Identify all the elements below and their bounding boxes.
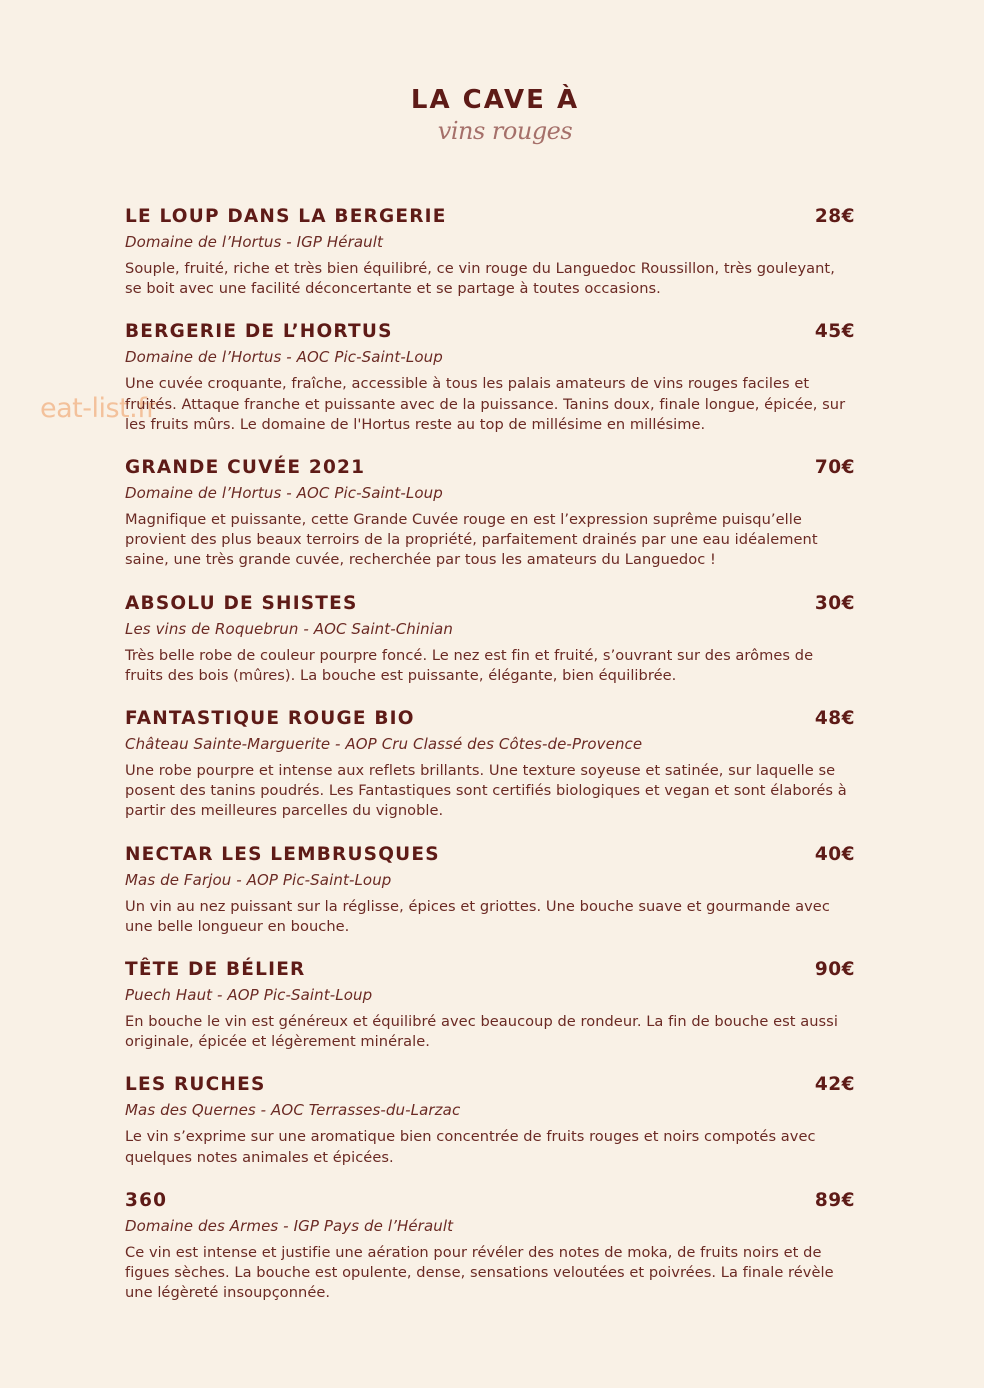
wine-item (125, 1074, 855, 1167)
wine-price: 90€ (814, 959, 855, 981)
wine-description: Une robe pourpre et intense aux reflets brillants. Une texture soyeuse et satinée, sur laquelle se posent des tanins poudrés. Les Fantastiques sont certifiés biologiques et vegan et sont élaborés à partir des meilleures parcelles du vignoble. (125, 762, 847, 820)
wine-origin: Château Sainte-Marguerite - AOP Cru Classé des Côtes-de-Provence (125, 735, 643, 754)
wine-item (125, 321, 855, 435)
wine-name: NECTAR LES LEMBRUSQUES (125, 843, 440, 865)
wine-name: LES RUCHES (125, 1074, 266, 1096)
wine-description: Un vin au nez puissant sur la réglisse, épices et griottes. Une bouche suave et gourmande avec une belle longueur en bouche. (125, 897, 830, 935)
wine-name: LE LOUP DANS LA BERGERIE (125, 206, 447, 227)
wine-origin: Domaine de l’Hortus - IGP Hérault (125, 233, 384, 251)
wine-price: 45€ (814, 321, 855, 343)
wine-name: FANTASTIQUE ROUGE BIO (125, 708, 415, 730)
watermark: eat-list.fr (40, 393, 157, 424)
wine-origin: Les vins de Roquebrun - AOC Saint-Chinian (125, 619, 453, 638)
wine-description: Très belle robe de couleur pourpre foncé. Le nez est fin et fruité, s’ouvrant sur des arômes de fruits des bois (mûres). La bouche est puissante, élégante, bien équilibrée. (125, 646, 814, 684)
wine-name: GRANDE CUVÉE 2021 (125, 457, 366, 479)
wine-origin: Domaine des Armes - IGP Pays de l’Hérault (125, 1216, 454, 1235)
wine-name: 360 (125, 1189, 168, 1211)
wine-item (125, 457, 855, 571)
wine-item (125, 1190, 855, 1304)
wine-origin: Mas de Farjou - AOP Pic-Saint-Loup (125, 870, 392, 889)
wine-item (125, 593, 855, 686)
wine-name: ABSOLU DE SHISTES (125, 592, 358, 614)
page-subtitle: vins rouges (437, 117, 573, 145)
wine-origin: Domaine de l’Hortus - AOC Pic-Saint-Loup (125, 484, 443, 503)
wine-price: 28€ (814, 206, 855, 227)
wine-price: 40€ (814, 843, 855, 865)
wine-origin: Domaine de l’Hortus - AOC Pic-Saint-Loup (125, 348, 443, 367)
wine-price: 48€ (814, 708, 855, 730)
wine-description: Souple, fruité, riche et très bien équilibré, ce vin rouge du Languedoc Roussillon, très gouleyant, se boit avec une facilité déconcertante et se partage à toutes occasions. (125, 260, 835, 298)
wine-name: TÊTE DE BÉLIER (125, 959, 306, 981)
wine-list (125, 206, 855, 1325)
wine-price: 30€ (814, 592, 855, 614)
wine-description: Ce vin est intense et justifie une aération pour révéler des notes de moka, de fruits noirs et de figues sèches. La bouche est opulente, dense, sensations veloutées et poivrées. La finale révèle une légèreté insoupçonnée. (125, 1243, 834, 1302)
wine-item (125, 708, 855, 822)
wine-price: 42€ (814, 1074, 855, 1096)
wine-price: 89€ (814, 1189, 855, 1211)
wine-item (125, 844, 855, 937)
wine-price: 70€ (814, 457, 855, 479)
page-title: LA CAVE À (410, 85, 580, 115)
page-header (0, 84, 984, 144)
wine-description: Le vin s’exprime sur une aromatique bien concentrée de fruits rouges et noirs compotés avec quelques notes animales et épicées. (125, 1128, 816, 1166)
wine-description: En bouche le vin est généreux et équilibré avec beaucoup de rondeur. La fin de bouche est aussi originale, épicée et légèrement minérale. (125, 1013, 838, 1051)
wine-name: BERGERIE DE L’HORTUS (125, 321, 393, 343)
wine-origin: Mas des Quernes - AOC Terrasses-du-Larzac (125, 1101, 461, 1120)
wine-description: Une cuvée croquante, fraîche, accessible à tous les palais amateurs de vins rouges faciles et fruités. Attaque franche et puissante avec de la puissance. Tanins doux, finale longue, épicée, sur les fruits mûrs. Le domaine de l'Hortus reste au top de millésime en millésime. (125, 375, 846, 433)
wine-item (125, 959, 855, 1052)
wine-origin: Puech Haut - AOP Pic-Saint-Loup (125, 986, 373, 1005)
wine-item (125, 206, 855, 299)
wine-description: Magnifique et puissante, cette Grande Cuvée rouge en est l’expression suprême puisqu’elle provient des plus beaux terroirs de la propriété, parfaitement drainés par une eau idéalement saine, une très grande cuvée, recherchée par tous les amateurs du Languedoc ! (125, 511, 818, 569)
